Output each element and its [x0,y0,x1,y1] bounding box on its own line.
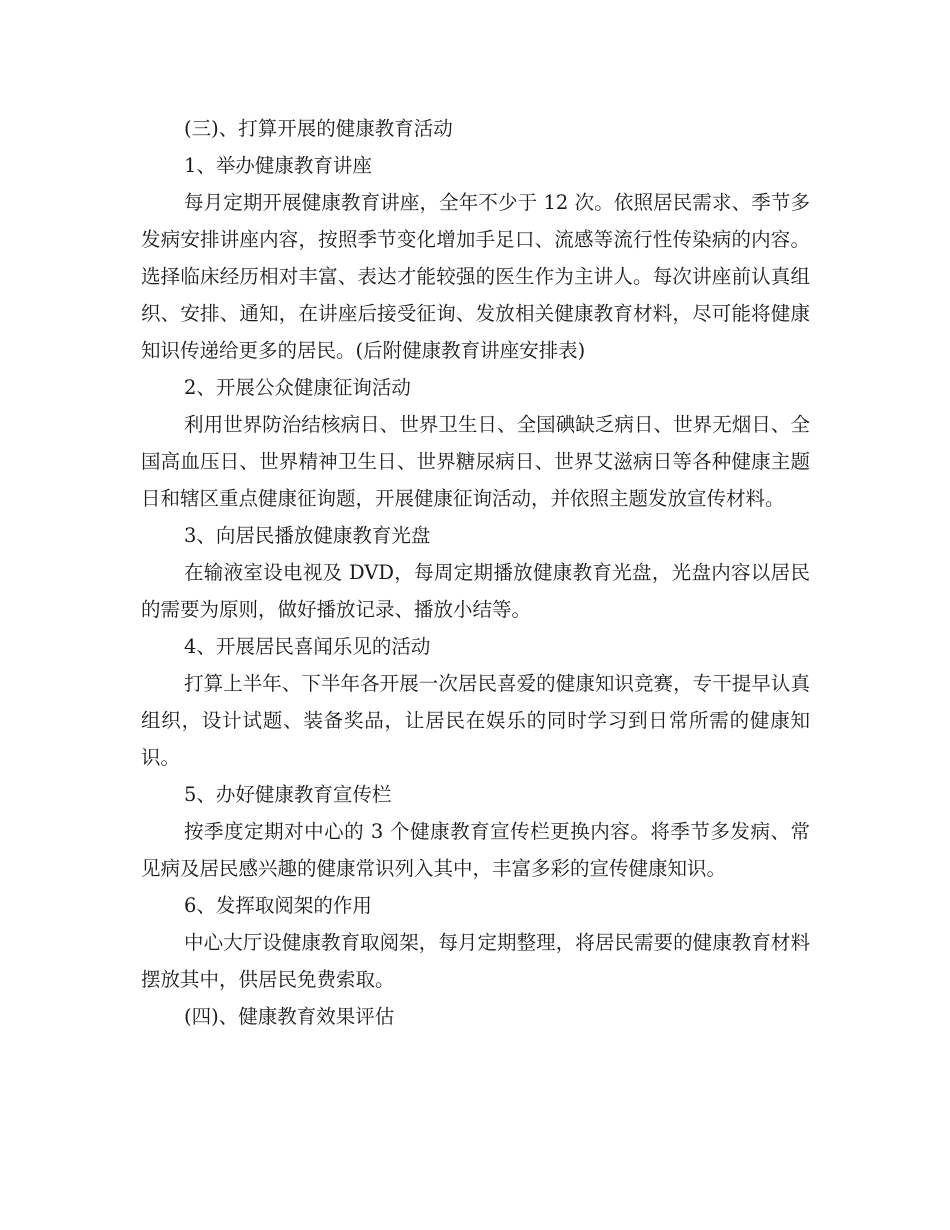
section-heading-3: (三)、打算开展的健康教育活动 [184,117,453,140]
item-6-title: 6、发挥取阅架的作用 [184,894,372,917]
item-1-body: 每月定期开展健康教育讲座，全年不少于 12 次。依照居民需求、季节多发病安排讲座内容，按照季节变化增加手足口、流感等流行性传染病的内容。选择临床经历相对丰富、表达才能较强的医生作为主讲人。每次讲座前认真组织、安排、通知，在讲座后接受征询、发放相关健康教育材料，尽可能将健康知识传递给更多的居民。(后附健康教育讲座安排表) [141,191,810,362]
item-1-title: 1、举办健康教育讲座 [184,154,372,177]
item-3-title: 3、向居民播放健康教育光盘 [184,524,431,547]
item-4-body: 打算上半年、下半年各开展一次居民喜爱的健康知识竞赛，专干提早认真组织，设计试题、装备奖品，让居民在娱乐的同时学习到日常所需的健康知识。 [141,672,810,769]
item-2-title: 2、开展公众健康征询活动 [184,376,411,399]
item-6-body: 中心大厅设健康教育取阅架，每月定期整理，将居民需要的健康教育材料摆放其中，供居民免费索取。 [141,931,810,991]
item-2-body: 利用世界防治结核病日、世界卫生日、全国碘缺乏病日、世界无烟日、全国高血压日、世界精神卫生日、世界糖尿病日、世界艾滋病日等各种健康主题日和辖区重点健康征询题，开展健康征询活动，并依照主题发放宣传材料。 [141,413,810,510]
item-5-body: 按季度定期对中心的 3 个健康教育宣传栏更换内容。将季节多发病、常见病及居民感兴趣的健康常识列入其中，丰富多彩的宣传健康知识。 [141,820,810,880]
item-4-title: 4、开展居民喜闻乐见的活动 [184,635,431,658]
item-5-title: 5、办好健康教育宣传栏 [184,783,392,806]
item-3-body: 在输液室设电视及 DVD，每周定期播放健康教育光盘，光盘内容以居民的需要为原则，做好播放记录、播放小结等。 [141,561,810,621]
section-heading-4: (四)、健康教育效果评估 [184,1005,395,1028]
